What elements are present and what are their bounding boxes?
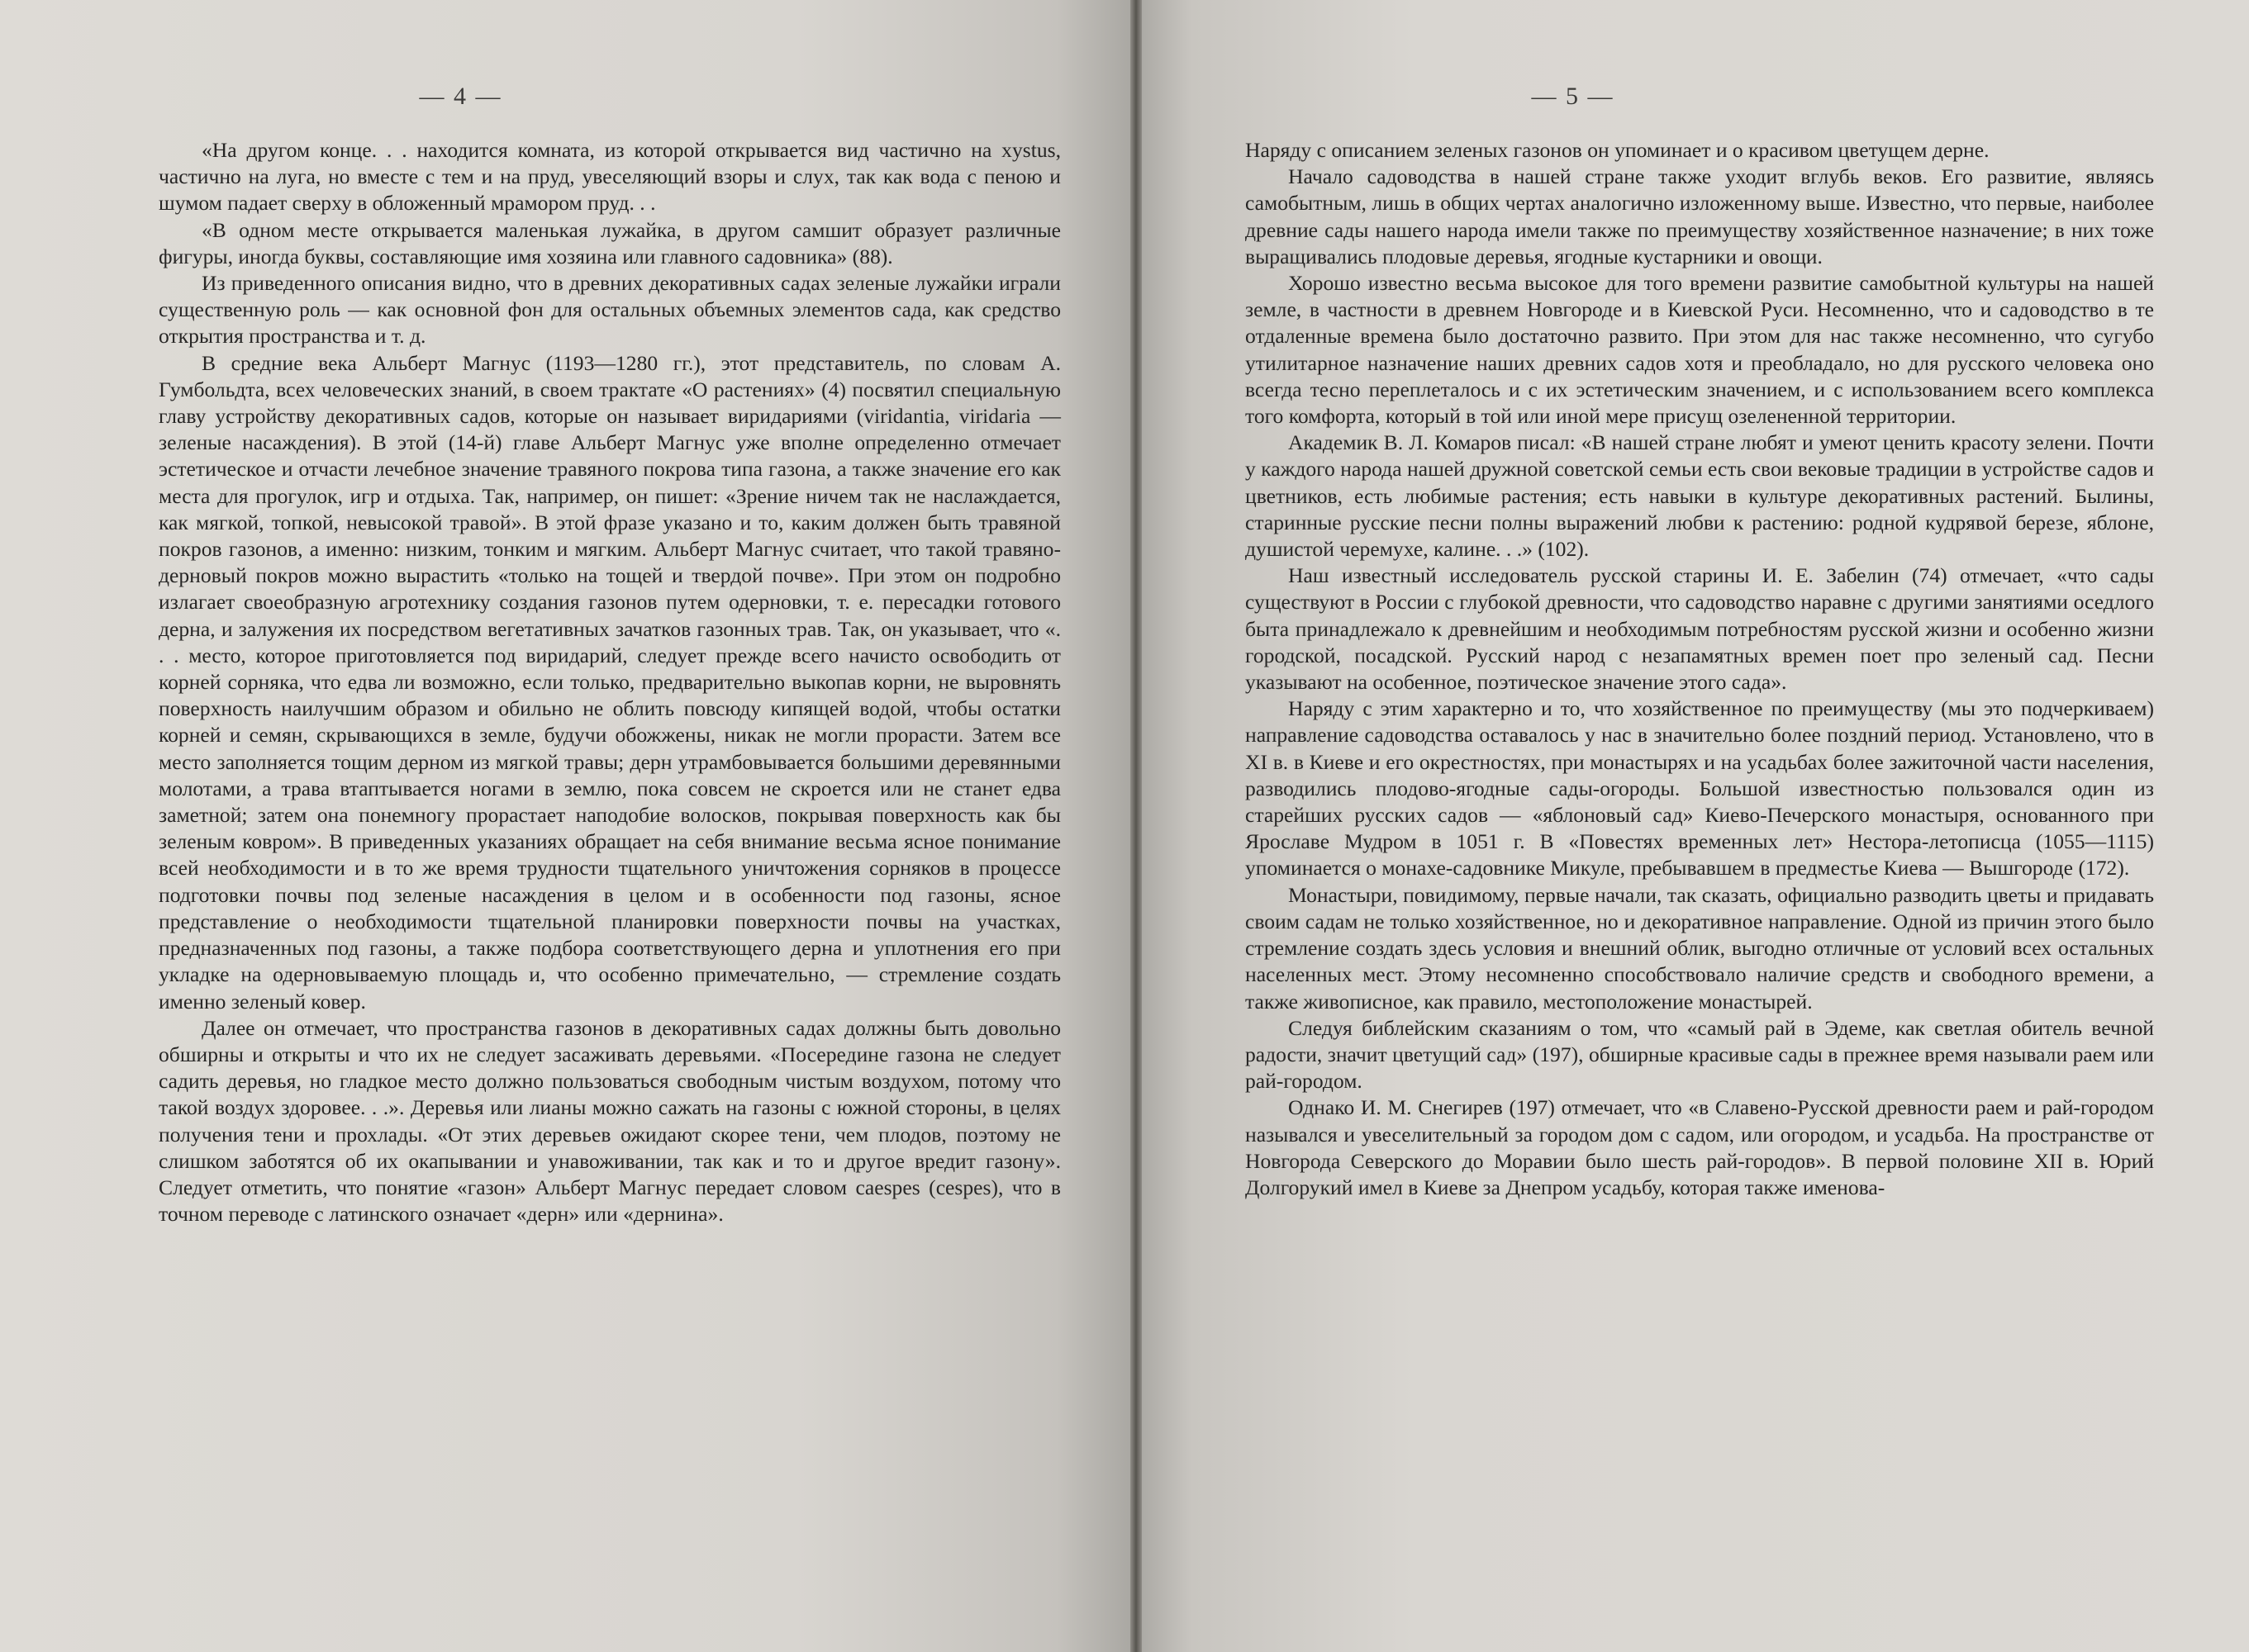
- paragraph: Из приведенного описания видно, что в древних декоративных садах зеленые лужайки играли существенную роль — как основной фон для остальных объемных элементов сада, как средство открытия пространства и т. д.: [159, 271, 1061, 349]
- paragraph: Наряду с описанием зеленых газонов он упоминает и о красивом цветущем дерне.: [1245, 138, 1990, 162]
- right-page: [1136, 0, 2249, 1652]
- page-number: — 5 —: [1531, 83, 1614, 110]
- paragraph: В средние века Альберт Магнус (1193—1280 гг.), этот представитель, по словам А. Гумбольдта, всех человеческих знаний, в своем трактате «О растениях» (4) посвятил специальную главу устройству декоративных садов, которые он называет виридариями (viridantia, viridaria — зеленые насаждения). В этой (14-й) главе Альберт Магнус уже вполне определенно отмечает эстетическое и отчасти лечебное значение травяного покрова типа газона, а также значение его как места для прогулок, игр и отдыха. Так, например, он пишет: «Зрение ничем так не наслаждается, как мягкой, топкой, невысокой травой». В этой фразе указано и то, каким должен быть травяной покров газонов, а именно: низким, тонким и мягким. Альберт Магнус считает, что такой травяно-дерновый покров можно вырастить «только на тощей и твердой почве». При этом он подробно излагает своеобразную агротехнику создания газонов путем одерновки, т. е. пересадки готового дерна, и залужения их посредством вегетативных зачатков газонных трав. Так, он указывает, что «. . . место, которое приготовляется под виридарий, следует прежде всего начисто освободить от корней сорняка, что едва ли возможно, если только, предварительно выкопав корни, не выровнять поверхность наилучшим образом и обильно не облить повсюду кипящей водой, чтобы остатки корней и семян, скрывающихся в земле, будучи обожжены, никак не могли прорасти. Затем все место заполняется тощим дерном из мягкой травы; дерн утрамбовывается большими деревянными молотами, а трава втаптывается ногами в землю, пока совсем не скроется или не станет едва заметной; затем она понемногу прорастает наподобие волосков, покрывая поверхность как бы зеленым ковром». В приведенных указаниях обращает на себя внимание весьма ясное понимание всей необходимости и в то же время трудности тщательного уничтожения сорняков в процессе подготовки почвы под зеленые насаждения в целом и в особенности под газоны, ясное представление о необходимости тщательной планировки поверхности почвы на участках, предназначенных под газоны, а также подбора соответствующего дерна и уплотнения его при укладке на одерновываемую площадь и, что особенно примечательно, — стремление создать именно зеленый ковер.: [159, 350, 1061, 1014]
- paragraph: Начало садоводства в нашей стране также уходит вглубь веков. Его развитие, являясь самобытным, лишь в общих чертах аналогично изложенному выше. Известно, что первые, наиболее древние сады нашего народа имели также по преимуществу хозяйственное назначение; в них тоже выращивались плодовые деревья, ягодные кустарники и овощи.: [1245, 164, 2154, 268]
- paragraph: «На другом конце. . . находится комната, из которой открывается вид частично на xystus, частично на луга, но вместе с тем и на пруд, увеселяющий взоры и слух, так как вода с пеною и шумом падает сверху в обложенный мрамором пруд. . .: [159, 138, 1061, 216]
- paragraph: Далее он отмечает, что пространства газонов в декоративных садах должны быть довольно обширны и открыты и что их не следует засаживать деревьями. «Посередине газона не следует садить деревья, но гладкое место должно пользоваться свободным чистым воздухом, потому что такой воздух здоровее. . .». Деревья или лианы можно сажать на газоны с южной стороны, в целях получения тени и прохлады. «От этих деревьев ожидают скорее тени, чем плодов, поэтому не слишком заботятся об их окапывании и унавоживании, так как и то и другое вредит газону». Следует отметить, что понятие «газон» Альберт Магнус передает словом caespes (cespes), что в точном переводе с латинского означает «дерн» или «дернина».: [159, 1015, 1061, 1227]
- paragraph: Наряду с этим характерно и то, что хозяйственное по преимуществу (мы это подчеркиваем) направление садоводства оставалось у нас в значительно более поздний период. Установлено, что в XI в. в Киеве и его окрестностях, при монастырях и на усадьбах более зажиточной части населения, разводились плодово-ягодные сады-огороды. Большой известностью пользовался один из старейших русских садов — «яблоновый сад» Киево-Печерского монастыря, основанного при Ярославе Мудром в 1051 г. В «Повестях временных лет» Нестора-летописца (1055—1115) упоминается о монахе-садовнике Микуле, пребывавшем в предместье Киева — Вышгороде (172).: [1245, 696, 2154, 881]
- paragraph: Монастыри, повидимому, первые начали, так сказать, официально разводить цветы и придавать своим садам не только хозяйственное, но и декоративное направление. Одной из причин этого было стремление создать здесь условия и внешний облик, выгодно отличные от условий всех остальных населенных мест. Этому несомненно способствовало наличие средств и свободного времени, а также живописное, как правило, местоположение монастырей.: [1245, 882, 2154, 1014]
- paragraph: Хорошо известно весьма высокое для того времени развитие самобытной культуры на нашей земле, в частности в древнем Новгороде и в Киевской Руси. Несомненно, что и садоводство в те отдаленные времена было достаточно развито. При этом для нас также несомненно, что сугубо утилитарное назначение наших древних садов хотя и преобладало, но для русского человека оно всегда тесно переплеталось и с их эстетическим значением, и с использованием всего комплекса того комфорта, который в той или иной мере присущ озелененной территории.: [1245, 271, 2154, 429]
- paragraph: «В одном месте открывается маленькая лужайка, в другом самшит образует различные фигуры, иногда буквы, составляющие имя хозяина или главного садовника» (88).: [159, 217, 1061, 268]
- paragraph: Наш известный исследователь русской старины И. Е. Забелин (74) отмечает, «что сады существуют в России с глубокой древности, что садоводство наравне с другими занятиями оседлого быта принадлежало к древнейшим и необходимым потребностям русской жизни и особенно жизни городской, посадской. Русский народ с незапамятных времен поет про зеленый сад. Песни указывают на особенное, поэтическое значение этого сада».: [1245, 563, 2154, 695]
- paragraph: Однако И. М. Снегирев (197) отмечает, что «в Славено-Русской древности раем и рай-городом назывался и увеселительный за городом дом с садом, или огородом, и усадьба. На пространстве от Новгорода Северского до Моравии было шесть рай-городов». В первой половине XII в. Юрий Долгорукий имел в Киеве за Днепром усадьбу, которая также именова-: [1245, 1095, 2154, 1199]
- paragraph: Следуя библейским сказаниям о том, что «самый рай в Эдеме, как светлая обитель вечной радости, значит цветущий сад» (197), обширные красивые сады в прежнее время называли раем или рай-городом.: [1245, 1015, 2154, 1094]
- book-spine: [1130, 0, 1142, 1652]
- page-text: [1245, 137, 2154, 1201]
- page-text: [159, 137, 1061, 1227]
- paragraph: Академик В. Л. Комаров писал: «В нашей стране любят и умеют ценить красоту зелени. Почти у каждого народа нашей дружной советской семьи есть свои вековые традиции в устройстве садов и цветников, есть любимые растения; есть навыки в культуре декоративных растений. Былины, старинные русские песни полны выражений любви к растению: родной кудрявой березе, яблоне, душистой черемухе, калине. . .» (102).: [1245, 430, 2154, 562]
- page-number: — 4 —: [419, 83, 502, 110]
